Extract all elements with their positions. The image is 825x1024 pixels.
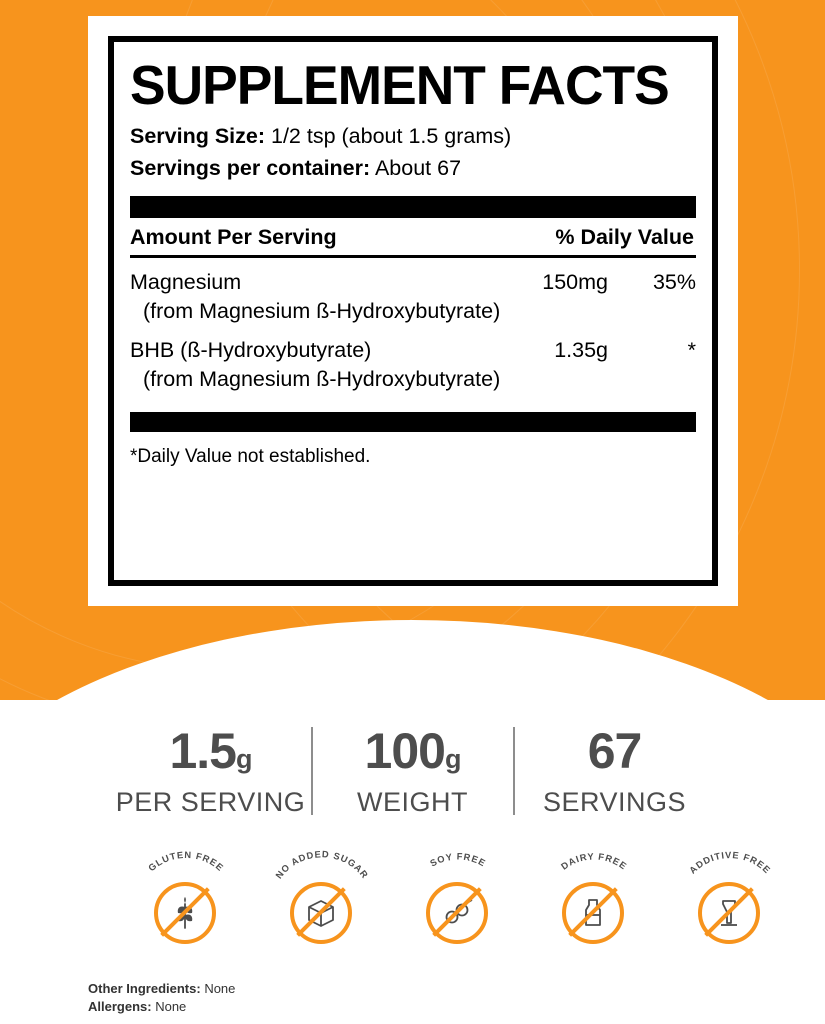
serving-size-line	[130, 120, 696, 152]
svg-text:GLUTEN FREE	[146, 850, 225, 874]
bottom-notes	[88, 980, 728, 1016]
servings-per-container-value: About 67	[374, 156, 462, 180]
other-ingredients-label: Other Ingredients:	[88, 981, 201, 996]
daily-value-footnote: *Daily Value not established.	[130, 446, 371, 467]
badge-label	[137, 849, 235, 886]
allergens-label: Allergens:	[88, 999, 152, 1014]
supplement-facts-inner-border	[108, 36, 718, 586]
product-stats-row	[0, 706, 825, 836]
nutrient-name: Magnesium	[130, 270, 242, 294]
servings-per-container-line	[130, 152, 696, 184]
top-rule-bar	[130, 196, 696, 218]
stat-servings	[515, 724, 715, 818]
badge-label-text: ADDITIVE FREE	[686, 850, 773, 876]
badge-label-text: DAIRY FREE	[558, 851, 629, 872]
nutrient-daily-value: 35%	[652, 270, 696, 294]
stat-value	[111, 724, 311, 786]
svg-text:NO ADDED SUGAR	[273, 849, 369, 880]
badge-label-text: GLUTEN FREE	[145, 849, 226, 874]
column-header-amount: Amount Per Serving	[130, 225, 337, 249]
badge-label-text: NO ADDED SUGAR	[273, 849, 370, 881]
stat-per-serving	[111, 724, 311, 818]
svg-text:ADDITIVE FREE	[687, 850, 772, 876]
table-row	[130, 258, 696, 326]
nutrient-source: (from Magnesium ß-Hydroxybutyrate)	[143, 299, 501, 323]
stat-caption: PER SERVING	[115, 787, 306, 817]
stat-number: 67	[587, 723, 642, 779]
badge-label	[409, 852, 507, 886]
table-row	[130, 326, 696, 394]
column-header-daily-value: % Daily Value	[555, 225, 694, 249]
stat-value	[515, 724, 715, 786]
supplement-facts-title: SUPPLEMENT FACTS	[130, 54, 669, 116]
nutrient-name: BHB (ß-Hydroxybutyrate)	[130, 338, 372, 362]
stat-weight	[313, 724, 513, 818]
svg-text:DAIRY FREE	[559, 851, 629, 871]
badge-label	[273, 849, 371, 886]
stat-caption: SERVINGS	[542, 787, 687, 817]
nutrient-amount: 150mg	[542, 270, 608, 294]
svg-text:SOY FREE	[428, 851, 487, 868]
allergens-value: None	[155, 999, 187, 1014]
stat-number: 1.5	[169, 723, 236, 779]
other-ingredients-line	[88, 980, 728, 998]
stat-caption: WEIGHT	[357, 787, 468, 817]
allergens-line	[88, 998, 728, 1016]
stat-unit: g	[236, 744, 252, 774]
servings-per-container-label: Servings per container:	[130, 156, 371, 180]
supplement-facts-panel	[88, 16, 738, 606]
badge-soy-free	[409, 852, 507, 956]
stat-value	[313, 724, 513, 786]
badge-label-text: SOY FREE	[427, 851, 488, 869]
badge-label	[681, 852, 779, 886]
table-header-row	[130, 218, 696, 258]
serving-size-label: Serving Size:	[130, 124, 266, 148]
stat-number: 100	[364, 723, 445, 779]
nutrient-amount: 1.35g	[554, 338, 608, 362]
badge-additive-free	[681, 852, 779, 956]
bottom-rule-bar	[130, 412, 696, 432]
nutrient-daily-value: *	[687, 338, 696, 362]
other-ingredients-value: None	[204, 981, 236, 996]
serving-size-value: 1/2 tsp (about 1.5 grams)	[271, 124, 512, 148]
badge-gluten-free	[137, 849, 235, 956]
badge-label	[545, 852, 643, 886]
stat-unit: g	[444, 744, 461, 774]
badge-no-added-sugar	[273, 849, 371, 956]
nutrient-source: (from Magnesium ß-Hydroxybutyrate)	[143, 367, 501, 391]
badge-dairy-free	[545, 852, 643, 956]
certification-badges	[0, 849, 825, 962]
